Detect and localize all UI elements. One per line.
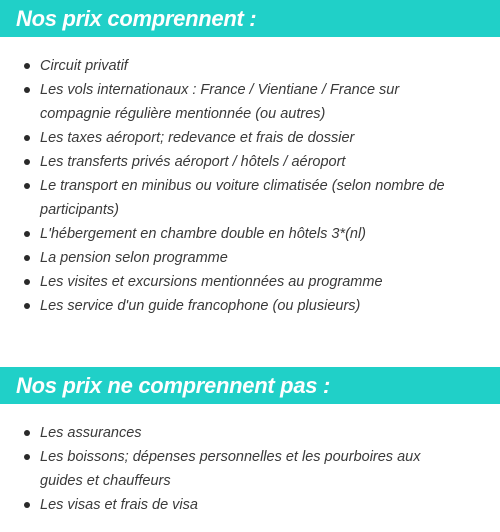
bullet-icon — [24, 279, 30, 285]
bullet-icon — [24, 430, 30, 436]
list-item — [0, 270, 500, 294]
list-item-text: La pension selon programme — [40, 250, 228, 266]
list-item — [0, 78, 500, 126]
list-item-text: Les vols internationaux : France / Vientiane / France sur compagnie régulière mentionnée (ou autres) — [40, 82, 400, 122]
included-list — [0, 54, 500, 318]
list-item-text: Le transport en minibus ou voiture climatisée (selon nombre de participants) — [40, 178, 445, 218]
excluded-section-header — [0, 367, 500, 404]
list-item — [0, 54, 500, 78]
bullet-icon — [24, 231, 30, 237]
bullet-icon — [24, 63, 30, 69]
bullet-icon — [24, 255, 30, 261]
list-item — [0, 246, 500, 270]
bullet-icon — [24, 159, 30, 165]
list-item — [0, 493, 500, 517]
list-item — [0, 150, 500, 174]
list-item-text: Les boissons; dépenses personnelles et les pourboires aux guides et chauffeurs — [40, 449, 421, 489]
included-section-title: Nos prix comprennent : — [16, 5, 257, 31]
list-item — [0, 421, 500, 445]
bullet-icon — [24, 303, 30, 309]
excluded-section-title: Nos prix ne comprennent pas : — [16, 372, 331, 398]
list-item — [0, 126, 500, 150]
list-item — [0, 445, 500, 493]
list-item-text: Les visas et frais de visa — [40, 497, 198, 513]
list-item-text: Les transferts privés aéroport / hôtels / aéroport — [40, 154, 346, 170]
list-item-text: L'hébergement en chambre double en hôtels 3*(nl) — [40, 226, 367, 242]
list-item-text: Les taxes aéroport; redevance et frais de dossier — [40, 130, 355, 146]
included-section-header — [0, 0, 500, 37]
list-item — [0, 174, 500, 222]
bullet-icon — [24, 87, 30, 93]
list-item — [0, 222, 500, 246]
bullet-icon — [24, 183, 30, 189]
list-item-text: Les assurances — [40, 425, 142, 441]
list-item-text: Les service d'un guide francophone (ou plusieurs) — [40, 298, 361, 314]
bullet-icon — [24, 454, 30, 460]
bullet-icon — [24, 135, 30, 141]
bullet-icon — [24, 502, 30, 508]
list-item — [0, 294, 500, 318]
list-item-text: Les visites et excursions mentionnées au programme — [40, 274, 383, 290]
list-item-text: Circuit privatif — [40, 58, 128, 74]
excluded-list — [0, 421, 500, 517]
